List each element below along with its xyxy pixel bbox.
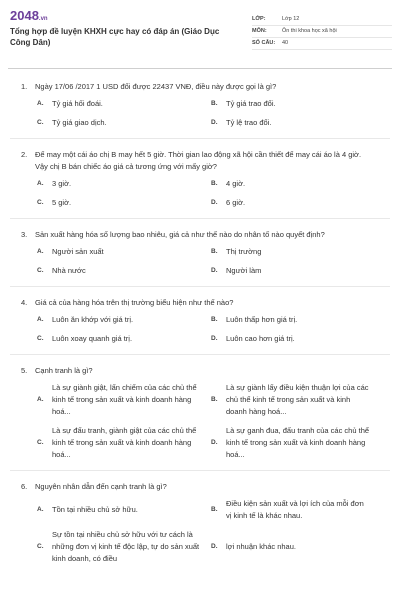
answer-option[interactable] bbox=[37, 333, 211, 345]
option-letter: C. bbox=[37, 439, 44, 446]
answer-option[interactable] bbox=[37, 197, 211, 209]
answer-options bbox=[37, 314, 390, 345]
option-letter: D. bbox=[211, 543, 218, 550]
answer-option[interactable] bbox=[37, 98, 211, 110]
question-item bbox=[21, 297, 390, 345]
answer-option[interactable] bbox=[211, 98, 381, 110]
document-header bbox=[0, 0, 400, 68]
meta-value: 40 bbox=[282, 40, 289, 46]
question-text: Giá cả của hàng hóa trên thị trường biểu hiện như thế nào? bbox=[35, 298, 234, 307]
answer-option[interactable] bbox=[211, 117, 381, 129]
option-letter: B. bbox=[211, 316, 218, 323]
option-text: Là sự ganh đua, đấu tranh của các chủ thể kinh tế trong sản xuất và kinh doanh hàng hoá... bbox=[226, 426, 370, 459]
answer-option[interactable] bbox=[211, 498, 381, 522]
question-divider bbox=[10, 354, 390, 355]
question-header bbox=[21, 229, 390, 241]
question-number: 6. bbox=[21, 482, 28, 491]
option-text: Người sản xuất bbox=[52, 247, 104, 256]
question-item bbox=[21, 149, 390, 209]
meta-key: SỐ CÂU: bbox=[252, 40, 276, 46]
option-text: 6 giờ. bbox=[226, 198, 246, 207]
option-text: Tồn tại nhiều chủ sở hữu. bbox=[52, 505, 138, 514]
option-text: Luôn cao hơn giá trị. bbox=[226, 334, 295, 343]
meta-row-subject bbox=[252, 26, 392, 38]
question-text: Cạnh tranh là gì? bbox=[35, 366, 93, 375]
option-text: Luôn ăn khớp với giá trị. bbox=[52, 315, 134, 324]
option-text: Tỷ giá trao đổi. bbox=[226, 99, 276, 108]
option-text: Điều kiện sản xuất và lợi ích của mỗi đơn vị kinh tế là khác nhau. bbox=[226, 499, 364, 520]
option-text: Là sự giành giật, lấn chiếm của các chủ thể kinh tế trong sản xuất và kinh doanh hàng hoá... bbox=[52, 383, 197, 416]
option-letter: A. bbox=[37, 316, 44, 323]
option-text: 4 giờ. bbox=[226, 179, 246, 188]
answer-option[interactable] bbox=[37, 246, 211, 258]
answer-options bbox=[37, 498, 390, 565]
option-letter: A. bbox=[37, 396, 44, 403]
answer-option[interactable] bbox=[211, 265, 381, 277]
question-text: Để may một cái áo chị B may hết 5 giờ. Thời gian lao động xã hội cần thiết để may cái áo là 4 giờ. Vậy chị B bán chiếc áo giá cả tương ứng với mấy giờ? bbox=[35, 150, 362, 171]
option-letter: C. bbox=[37, 335, 44, 342]
logo-suffix: .vn bbox=[38, 16, 48, 22]
question-number: 4. bbox=[21, 298, 28, 307]
option-letter: D. bbox=[211, 439, 218, 446]
option-text: Luôn xoay quanh giá trị. bbox=[52, 334, 133, 343]
option-text: 3 giờ. bbox=[52, 179, 72, 188]
meta-row-grade bbox=[252, 14, 392, 26]
question-list bbox=[0, 69, 400, 565]
option-letter: A. bbox=[37, 506, 44, 513]
option-letter: B. bbox=[211, 248, 218, 255]
answer-option[interactable] bbox=[37, 178, 211, 190]
option-letter: C. bbox=[37, 199, 44, 206]
option-letter: B. bbox=[211, 396, 218, 403]
question-divider bbox=[10, 470, 390, 471]
document-meta bbox=[252, 14, 392, 50]
answer-option[interactable] bbox=[37, 265, 211, 277]
answer-options bbox=[37, 178, 390, 209]
question-item bbox=[21, 365, 390, 461]
option-letter: C. bbox=[37, 119, 44, 126]
question-number: 5. bbox=[21, 366, 28, 375]
question-item bbox=[21, 481, 390, 565]
answer-option[interactable] bbox=[211, 197, 381, 209]
question-text: Ngày 17/06 /2017 1 USD đổi được 22437 VNĐ, điều này được gọi là gì? bbox=[35, 82, 277, 91]
option-text: Luôn thấp hơn giá trị. bbox=[226, 315, 298, 324]
answer-option[interactable] bbox=[37, 498, 211, 522]
option-letter: A. bbox=[37, 100, 44, 107]
question-item bbox=[21, 229, 390, 277]
option-letter: A. bbox=[37, 248, 44, 255]
question-header bbox=[21, 81, 390, 93]
answer-option[interactable] bbox=[37, 425, 211, 461]
option-text: Thị trường bbox=[226, 247, 262, 256]
option-letter: D. bbox=[211, 119, 218, 126]
question-divider bbox=[10, 218, 390, 219]
answer-option[interactable] bbox=[211, 178, 381, 190]
question-number: 3. bbox=[21, 230, 28, 239]
option-text: 5 giờ. bbox=[52, 198, 72, 207]
option-text: Người làm bbox=[226, 266, 262, 275]
option-text: lợi nhuận khác nhau. bbox=[226, 542, 296, 551]
question-item bbox=[21, 81, 390, 129]
option-letter: B. bbox=[211, 506, 218, 513]
document-title: Tổng hợp đề luyện KHXH cực hay có đáp án (Giáo Dục Công Dân) bbox=[10, 27, 220, 47]
question-divider bbox=[10, 286, 390, 287]
option-text: Tỷ giá giao dịch. bbox=[52, 118, 107, 127]
answer-option[interactable] bbox=[37, 314, 211, 326]
answer-options bbox=[37, 246, 390, 277]
question-number: 1. bbox=[21, 82, 28, 91]
option-letter: D. bbox=[211, 335, 218, 342]
answer-option[interactable] bbox=[211, 529, 381, 565]
option-text: Là sự giành lấy điều kiện thuận lợi của các chủ thể kinh tế trong sản xuất và kinh doanh hàng hoá... bbox=[226, 383, 369, 416]
meta-key: MÔN: bbox=[252, 28, 267, 34]
answer-options bbox=[37, 98, 390, 129]
meta-key: LỚP: bbox=[252, 16, 266, 22]
answer-option[interactable] bbox=[211, 246, 381, 258]
question-divider bbox=[10, 138, 390, 139]
option-text: Sự tồn tại nhiều chủ sở hữu với tư cách là những đơn vị kinh tế độc lập, tự do sản xuất kinh doanh, có điều bbox=[52, 530, 200, 563]
option-letter: D. bbox=[211, 199, 218, 206]
option-letter: C. bbox=[37, 543, 44, 550]
answer-option[interactable] bbox=[211, 425, 381, 461]
answer-option[interactable] bbox=[37, 117, 211, 129]
option-text: Là sự đấu tranh, giành giật của các chủ thể kinh tế trong sản xuất và kinh doanh hàng hoá... bbox=[52, 426, 197, 459]
meta-value: Ôn thi khoa học xã hội bbox=[282, 28, 337, 34]
option-letter: B. bbox=[211, 180, 218, 187]
question-text: Sản xuất hàng hóa số lượng bao nhiêu, giá cả như thế nào do nhân tố nào quyết định? bbox=[35, 230, 325, 239]
option-letter: B. bbox=[211, 100, 218, 107]
option-letter: A. bbox=[37, 180, 44, 187]
answer-options bbox=[37, 382, 390, 461]
meta-value: Lớp 12 bbox=[282, 16, 300, 22]
option-text: Tỷ lệ trao đổi. bbox=[226, 118, 272, 127]
option-text: Tỷ giá hối đoái. bbox=[52, 99, 103, 108]
logo-text: 2048 bbox=[10, 8, 39, 23]
question-header bbox=[21, 365, 390, 377]
answer-option[interactable] bbox=[211, 333, 381, 345]
answer-option[interactable] bbox=[211, 382, 381, 418]
question-number: 2. bbox=[21, 150, 28, 159]
option-letter: D. bbox=[211, 267, 218, 274]
answer-option[interactable] bbox=[37, 382, 211, 418]
question-header bbox=[21, 149, 390, 173]
option-text: Nhà nước bbox=[52, 266, 86, 275]
question-header bbox=[21, 481, 390, 493]
question-header bbox=[21, 297, 390, 309]
answer-option[interactable] bbox=[211, 314, 381, 326]
answer-option[interactable] bbox=[37, 529, 211, 565]
question-text: Nguyên nhân dẫn đến cạnh tranh là gì? bbox=[35, 482, 167, 491]
option-letter: C. bbox=[37, 267, 44, 274]
meta-row-count bbox=[252, 38, 392, 50]
